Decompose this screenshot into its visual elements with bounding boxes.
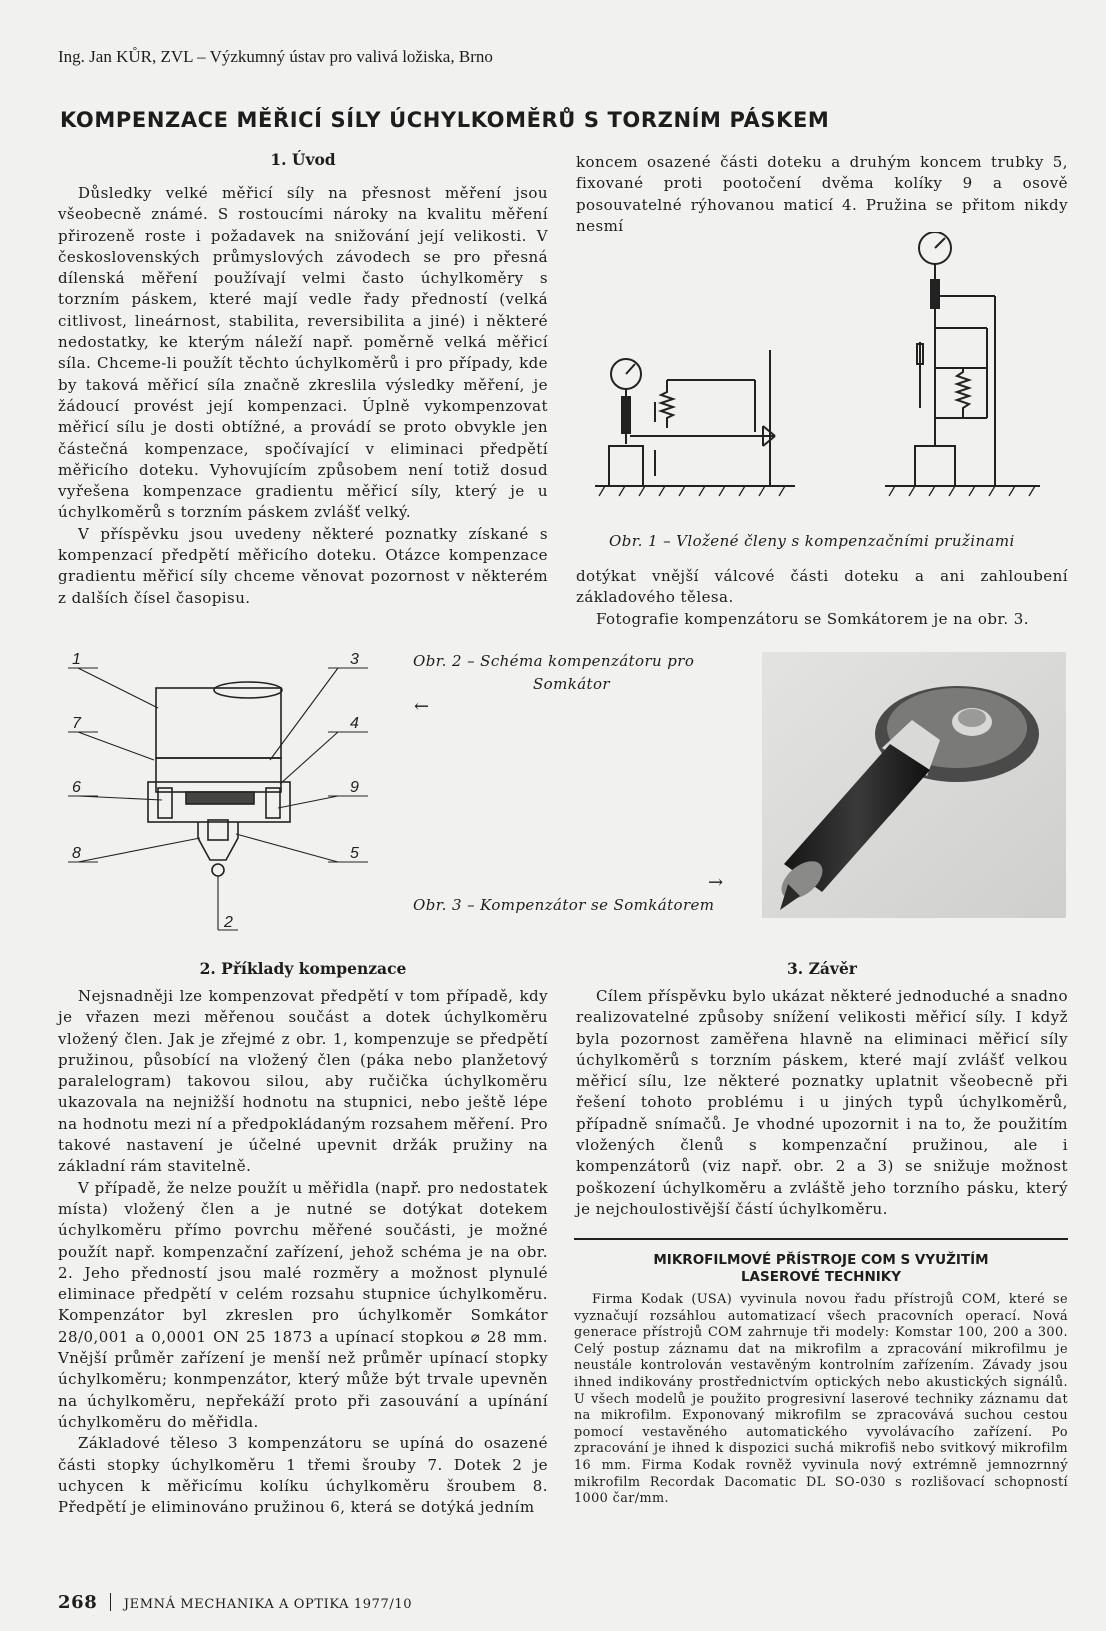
figure-2-label: 6 xyxy=(72,779,81,796)
figure-2-label: 5 xyxy=(350,845,359,862)
news-body xyxy=(574,1292,1068,1508)
figure-2-label: 8 xyxy=(72,845,81,862)
paragraph: Nejsnadněji lze kompenzovat předpětí v tom případě, kdy je vřazen mezi měřenou součást a dotek úchylkoměru vložený člen. Jak je zřejmé z obr. 1, kompenzuje se předpětí pružinou, působící na vložený člen (páka nebo planžetový paralelogram) takovou silou, aby ručička úchylkoměru ukazovala na nejnižší hodnotu na stupnici, nebo ještě lépe na hodnotu mezi ní a předpokládaným rozsahem měření. Pro takové nastavení je účelné upevnit držák pružiny na základní rám stavitelně. xyxy=(58,987,548,1176)
figure-1-diagram xyxy=(595,232,1045,522)
page-footer xyxy=(58,1592,412,1613)
news-divider xyxy=(574,1238,1068,1240)
section2-body xyxy=(58,986,548,1518)
paragraph: V případě, že nelze použít u měřidla (např. pro nedostatek místa) vložený člen a je nutné se dotýkat dotekem úchylkoměru přímo povrchu měřené součásti, je možné použít např. kompenzační zařízení, jehož schéma je na obr. 2. Jeho předností jsou malé rozměry a možnost plynulé eliminace předpětí v celém rozsahu stupnice úchylkoměru. Kompenzátor byl zkreslen pro úchylkoměr Somkátor 28/0,001 a 0,0001 ON 25 1873 a upínací stopkou ⌀ 28 mm. Vnější průměr zařízení je menší než průměr upínací stopky úchylkoměru; konmpenzátor, který může být trvale upevněn na úchylkoměru, nepřekáží proto při zasouvání a upínání úchylkoměru do měřidla. xyxy=(58,1178,548,1431)
section3-heading: 3. Závěr xyxy=(787,959,857,978)
paragraph: Důsledky velké měřicí síly na přesnost měření jsou všeobecně známé. S rostoucími nároky na kvalitu měření přirozeně roste i požadavek na snižování její velikosti. V československých průmyslových závodech se pro přesná dílenská měření používají velmi často úchylkoměry s torzním páskem, které mají vedle řady předností (velká citlivost, lineárnost, stabilita, reversibilita a jiné) i některé nedostatky, ke kterým náleží např. poměrně velká měřicí síla. Chceme-li použít těchto úchylkoměrů i pro případy, kde by taková měřicí síla značně zkreslila výsledky měření, je žádoucí provést její kompenzaci. Úplně vykompenzovat měřicí sílu je dosti obtížné, a provádí se proto obvykle jen částečná kompenzace, spočívající v eliminaci předpětí měřicího doteku. Vyhovujícím způsobem není totiž dosud vyřešena kompenzace gradientu měřicí síly, který je u úchylkoměrů s torzním páskem zvlášť velký. xyxy=(58,184,548,522)
figure-3-photo xyxy=(762,652,1066,918)
paragraph: Fotografie kompenzátoru se Somkátorem je na obr. 3. xyxy=(596,609,1029,628)
figure-2-label: 2 xyxy=(224,914,233,931)
section1-body xyxy=(58,183,548,609)
figure-2-label: 3 xyxy=(350,651,359,668)
journal-name: JEMNÁ MECHANIKA A OPTIKA 1977/10 xyxy=(123,1597,413,1612)
right-column-after-fig1 xyxy=(576,566,1068,630)
paragraph: Cílem příspěvku bylo ukázat některé jednoduché a snadno realizovatelné způsoby snížení velikosti měřicí síly. I když byla pozornost zaměřena hlavně na eliminaci měřicí síly úchylkoměrů s torzním páskem, které mají zvlášť velkou měřicí sílu, lze některé poznatky uplatnit všeobecně při řešení tohoto problému i u jiných typů úchylkoměrů, případně snímačů. Je vhodné upozornit i na to, že použitím vložených členů s kompenzační pružinou, ale i kompenzátorů (viz např. obr. 2 a 3) se snižuje možnost poškození úchylkoměru a zvláště jeho torzního pásku, který je nejchoulostivější částí úchylkoměru. xyxy=(576,987,1068,1218)
right-column-top xyxy=(576,152,1068,237)
section3-body xyxy=(576,986,1068,1220)
article-title: KOMPENZACE MĚŘICÍ SÍLY ÚCHYLKOMĚRŮ S TORZNÍM PÁSKEM xyxy=(60,108,830,132)
figure-2-label: 4 xyxy=(350,715,359,732)
figure-2-label: 1 xyxy=(72,651,81,668)
arrow-left-icon: ← xyxy=(414,696,430,717)
figure-2-diagram xyxy=(58,648,388,948)
arrow-right-icon: → xyxy=(708,872,724,893)
figure-2-caption-line1: Obr. 2 – Schéma kompenzátoru pro xyxy=(413,652,695,670)
figure-3-caption: Obr. 3 – Kompenzátor se Somkátorem xyxy=(413,896,715,914)
page-number: 268 xyxy=(58,1592,98,1613)
figure-2-label: 7 xyxy=(72,715,81,732)
news-heading-line1: MIKROFILMOVÉ PŘÍSTROJE COM S VYUŽITÍM xyxy=(653,1252,989,1268)
paragraph: dotýkat vnější válcové části doteku a ani zahloubení základového tělesa. xyxy=(576,567,1068,607)
paragraph: Základové těleso 3 kompenzátoru se upíná do osazené části stopky úchylkoměru 1 třemi šrouby 7. Dotek 2 je uchycen k měřicímu kolíku úchylkoměru šroubem 8. Předpětí je eliminováno pružinou 6, která se dotýká jedním xyxy=(58,1434,548,1517)
news-heading-line2: LASEROVÉ TECHNIKY xyxy=(740,1269,902,1285)
section2-heading: 2. Příklady kompenzace xyxy=(199,959,407,978)
author-line: Ing. Jan KŮR, ZVL – Výzkumný ústav pro valivá ložiska, Brno xyxy=(58,47,493,66)
figure-2-caption-line2: Somkátor xyxy=(533,675,610,693)
figure-1-caption: Obr. 1 – Vložené členy s kompenzačními pružinami xyxy=(609,532,1015,550)
paragraph: V příspěvku jsou uvedeny některé poznatky získané s kompenzací předpětí měřicího doteku. Otázce kompenzace gradientu měřicí síly chceme věnovat pozornost v některém z dalších čísel časopisu. xyxy=(58,524,548,607)
figure-2-label: 9 xyxy=(350,779,359,796)
footer-separator xyxy=(110,1593,111,1611)
news-heading xyxy=(574,1252,1068,1286)
paragraph: koncem osazené části doteku a druhým koncem trubky 5, fixované proti pootočení dvěma kolíky 9 a osově posouvatelné rýhovanou maticí 4. Pružina se přitom nikdy nesmí xyxy=(576,153,1068,235)
section1-heading: 1. Úvod xyxy=(270,150,336,169)
paragraph: Firma Kodak (USA) vyvinula novou řadu přístrojů COM, které se vyznačují rozsáhlou automatizací všech pracovních operací. Nová generace přístrojů COM zahrnuje tři modely: Komstar 100, 200 a 300. Celý postup záznamu dat na mikrofilm a zpracování mikrofilmu je neustále kontrolován vestavěným kontrolním zařízením. Závady jsou ihned indikovány prostřednictvím optických nebo akustických signálů. U všech modelů je použito progresivní laserové techniky záznamu dat na mikrofilm. Exponovaný mikrofilm se zpracovává suchou cestou pomocí vestavěného automatického vyvolávacího zařízení. Po zpracování je ihned k dispozici suchá mikrofiš nebo svitkový mikrofilm 16 mm. Firma Kodak rovněž vyvinula nový extrémně jemnozrnný mikrofilm Recordak Dacomatic DL SO-030 s rozlišovací schopností 1000 čar/mm. xyxy=(574,1292,1068,1507)
